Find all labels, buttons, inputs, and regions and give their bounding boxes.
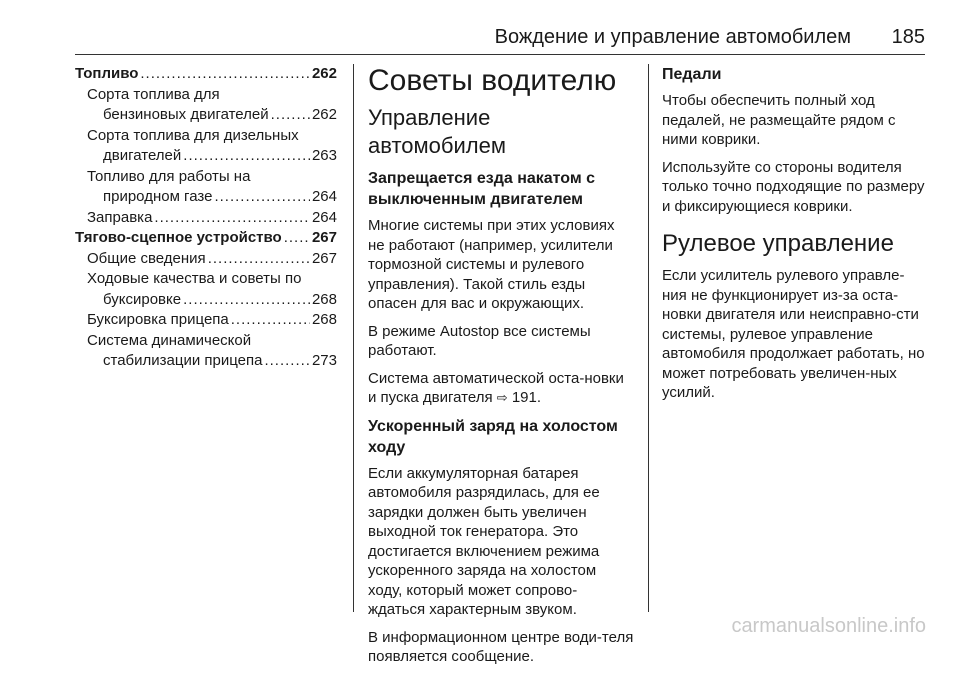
paragraph-message: В информационном центре води-теля появляется сообщение.: [368, 628, 634, 665]
toc-entry-fuel-grades-petrol-line1[interactable]: Сорта топлива для: [87, 85, 220, 103]
heading-coasting: Запрещается езда накатом с выключенным двигателем: [368, 170, 596, 208]
page-number: 185: [891, 26, 925, 48]
heading-idle-charge: Ускоренный заряд на холостом ходу: [368, 417, 618, 456]
heading-pedals: Педали: [662, 66, 722, 83]
toc-entry-fuel-grades-diesel-line1[interactable]: Сорта топлива для дизельных: [87, 126, 299, 144]
toc-entry-general-info[interactable]: Общие сведения ..... 267: [75, 249, 337, 270]
paragraph-battery: Если аккумуляторная батарея автомобиля разрядилась, для ее зарядки должен быть увеличен выходной ток генератора. Это достигается включением режима ускоренного заряда на холостом ходу, который может сопрово-ждаться характерным звуком.: [368, 464, 600, 618]
paragraph-stop-start: Система автоматической оста-новки и пуска двигателя ⇨ 191.: [368, 369, 624, 406]
paragraph-floor-mats: Используйте со стороны водителя только точно подходящие по размеру и фиксирующиеся коврики.: [662, 158, 925, 215]
page-header-title: Вождение и управление автомобилем: [494, 26, 851, 48]
toc-entry-stability-system[interactable]: стабилизации прицепа ..... 273: [75, 351, 337, 372]
section-title: Советы водителю: [368, 64, 617, 97]
paragraph-systems: Многие системы при этих условиях не работают (например, усилители тормозной системы и рулевого управления). Такой стиль езды опасен для вас и окружающих.: [368, 217, 615, 312]
heading-steering: Рулевое управление: [662, 230, 894, 257]
toc-entry-refuelling[interactable]: Заправка ..... 264: [75, 208, 337, 229]
table-of-contents: [75, 64, 337, 372]
section-subtitle: Управление автомобилем: [368, 105, 506, 158]
toc-entry-fuel-natural-gas[interactable]: природном газе ..... 264: [75, 187, 337, 208]
page-header: [75, 26, 925, 55]
column-pedals-steering: [662, 64, 926, 411]
watermark: carmanualsonline.info: [731, 615, 926, 637]
toc-entry-fuel-natural-gas-line1[interactable]: Топливо для работы на: [87, 167, 251, 185]
paragraph-power-steering: Если усилитель рулевого управле-ния не функционирует из-за оста-новки двигателя или неисправно-сти системы, рулевое управление автомобиля продолжает работать, но может потребовать увеличен-ных усилий.: [662, 267, 925, 401]
column-divider: [353, 64, 354, 612]
toc-entry-driving-tips[interactable]: буксировке ..... 268: [75, 290, 337, 311]
column-divider: [648, 64, 649, 612]
paragraph-autostop: В режиме Autostop все системы работают.: [368, 322, 591, 359]
toc-entry-fuel[interactable]: Топливо ..... 262: [75, 64, 337, 85]
column-driving-tips: [368, 64, 634, 675]
paragraph-pedal-travel: Чтобы обеспечить полный ход педалей, не размещайте рядом с ними коврики.: [662, 92, 896, 148]
page-reference-icon: ⇨: [496, 390, 508, 405]
page-reference-link[interactable]: 191.: [511, 389, 542, 406]
toc-entry-fuel-grades-diesel[interactable]: двигателей ..... 263: [75, 146, 337, 167]
toc-entry-trailer-towing[interactable]: Буксировка прицепа ..... 268: [75, 310, 337, 331]
toc-entry-driving-tips-line1[interactable]: Ходовые качества и советы по: [87, 270, 302, 287]
toc-entry-fuel-grades-petrol[interactable]: бензиновых двигателей ..... 262: [75, 105, 337, 126]
toc-entry-towing-device[interactable]: Тягово-сцепное устройство ..... 267: [75, 228, 337, 249]
toc-entry-stability-system-line1[interactable]: Система динамической: [87, 331, 252, 349]
